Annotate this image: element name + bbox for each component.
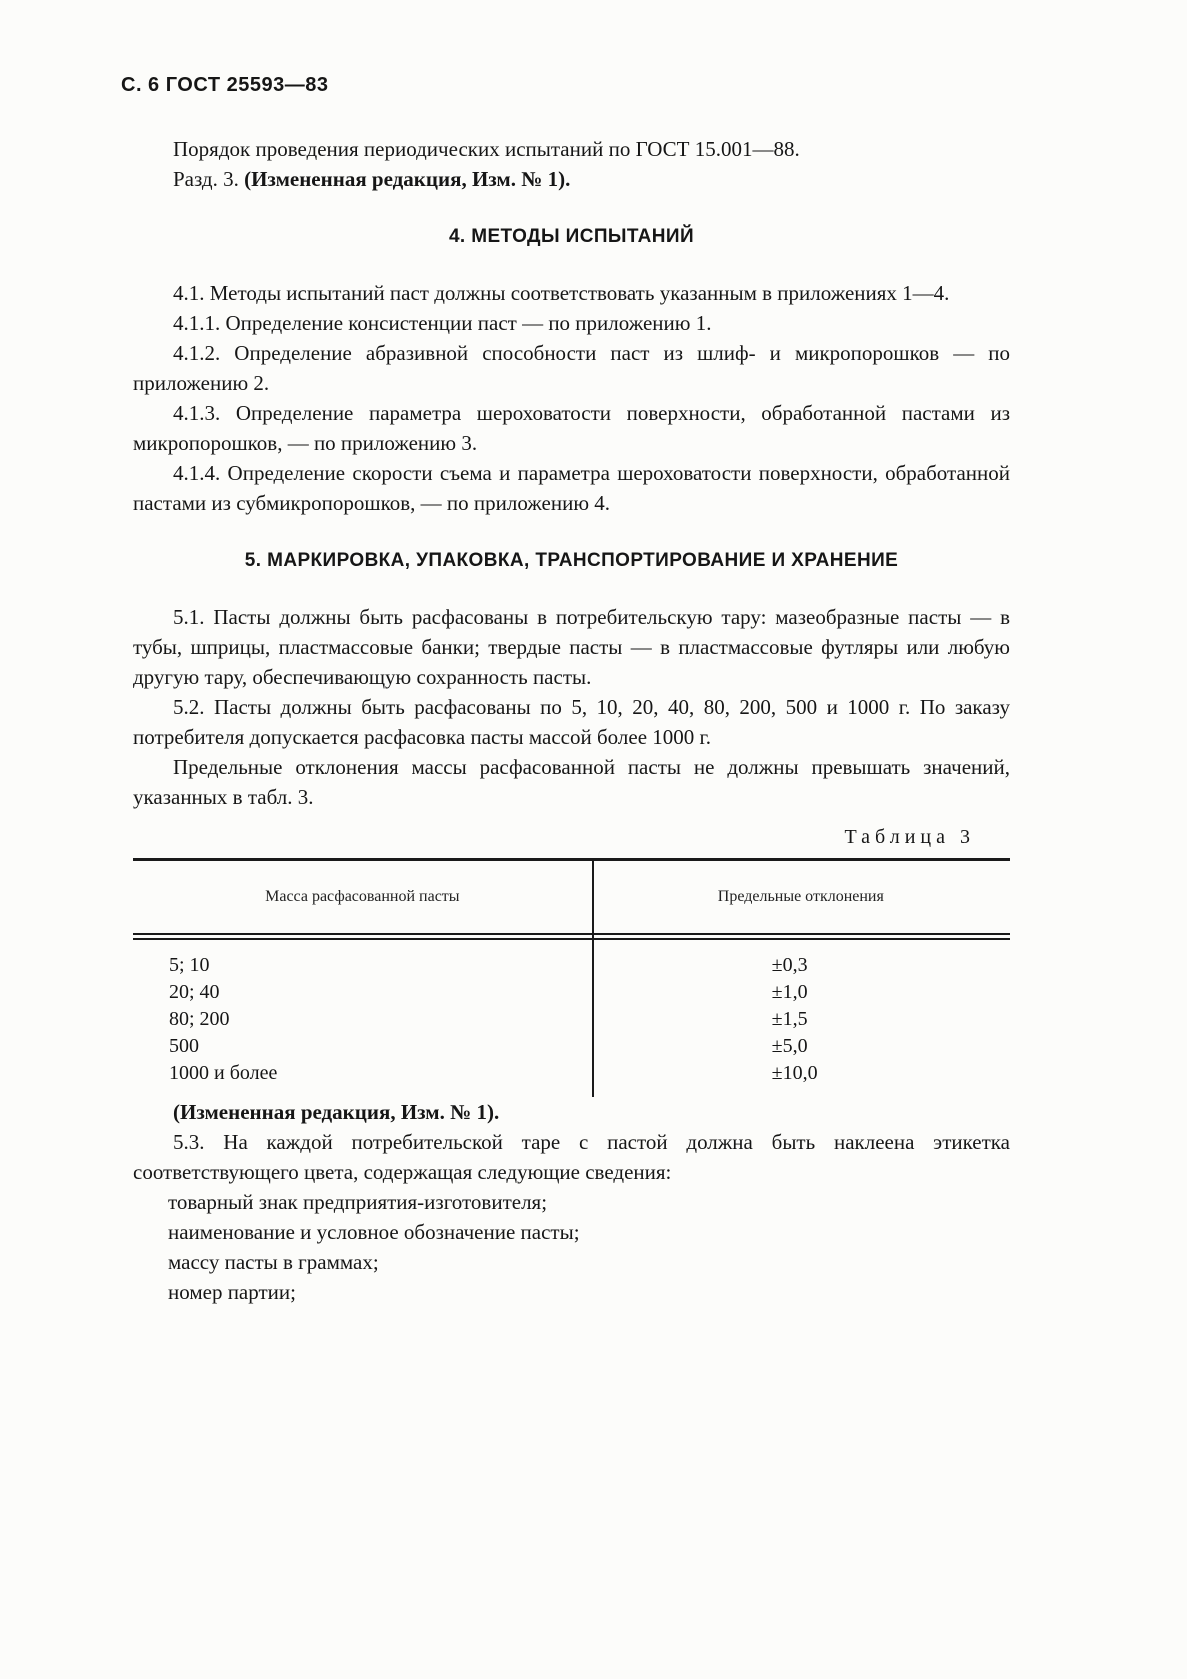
paragraph-5-2: 5.2. Пасты должны быть расфасованы по 5, 10, 20, 40, 80, 200, 500 и 1000 г. По заказу потребителя допускается расфасовка пасты массой более 1000 г. [133,695,1010,749]
list-item-trademark: товарный знак предприятия-изготовителя; [168,1190,548,1214]
table-row [133,1060,1010,1087]
paragraph-razd3 [133,164,1010,194]
table-row [133,1006,1010,1033]
razd3-amendment: (Измененная редакция, Изм. № 1). [244,167,571,191]
table-row [133,979,1010,1006]
cell-mass: 20; 40 [169,981,220,1003]
section4-heading: 4. МЕТОДЫ ИСПЫТАНИЙ [448,226,695,247]
paragraph-5-3: 5.3. На каждой потребительской таре с пастой должна быть наклеена этикетка соответствующего цвета, содержащая следующие сведения: [133,1130,1010,1184]
cell-mass: 500 [169,1035,199,1057]
section5-heading: 5. МАРКИРОВКА, УПАКОВКА, ТРАНСПОРТИРОВАНИЕ И ХРАНЕНИЕ [244,550,899,571]
paragraph-5-2b: Предельные отклонения массы расфасованной пасты не должны превышать значений, указанных в табл. 3. [133,755,1010,809]
razd3-text: Разд. 3. [173,167,245,191]
paragraph-izm-after-table: (Измененная редакция, Изм. № 1). [173,1100,500,1124]
table-3-col2-header: Предельные отклонения [717,888,884,905]
table-3-caption: Таблица 3 [844,826,975,848]
table-3-col1-header: Масса расфасованной пасты [265,888,460,905]
paragraph-4-1: 4.1. Методы испытаний паст должны соответствовать указанным в приложениях 1—4. [173,281,950,305]
list-item-mass: массу пасты в граммах; [168,1250,379,1274]
list-item-batch: номер партии; [168,1280,296,1304]
cell-deviation: ±1,0 [771,981,808,1003]
cell-deviation: ±5,0 [771,1035,808,1057]
paragraph-4-1-4: 4.1.4. Определение скорости съема и параметра шероховатости поверхности, обработанной пастами из субмикропорошков, — по приложению 4. [133,461,1010,515]
cell-deviation: ±10,0 [771,1062,818,1084]
paragraph-4-1-1: 4.1.1. Определение консистенции паст — по приложению 1. [173,311,712,335]
paragraph-5-1: 5.1. Пасты должны быть расфасованы в потребительскую тару: мазеобразные пасты — в тубы, шприцы, пластмассовые банки; твердые пасты — в пластмассовые футляры или любую другую тару, обеспечивающую сохранность пасты. [133,605,1010,689]
paragraph-4-1-2: 4.1.2. Определение абразивной способности паст из шлиф- и микропорошков — по приложению 2. [133,341,1010,395]
cell-mass: 1000 и более [169,1062,278,1084]
cell-mass: 80; 200 [169,1008,230,1030]
running-header: С. 6 ГОСТ 25593—83 [121,74,329,96]
paragraph-periodic-tests: Порядок проведения периодических испытаний по ГОСТ 15.001—88. [173,137,800,161]
table-3-body [133,940,1010,1097]
table-3 [133,858,1010,1097]
cell-deviation: ±0,3 [771,954,808,976]
cell-mass: 5; 10 [169,954,210,976]
table-row [133,952,1010,979]
paragraph-4-1-3: 4.1.3. Определение параметра шероховатости поверхности, обработанной пастами из микропорошков, — по приложению 3. [133,401,1010,455]
cell-deviation: ±1,5 [771,1008,808,1030]
table-row [133,1033,1010,1060]
list-item-designation: наименование и условное обозначение пасты; [168,1220,580,1244]
table-3-header-row [133,861,1010,940]
